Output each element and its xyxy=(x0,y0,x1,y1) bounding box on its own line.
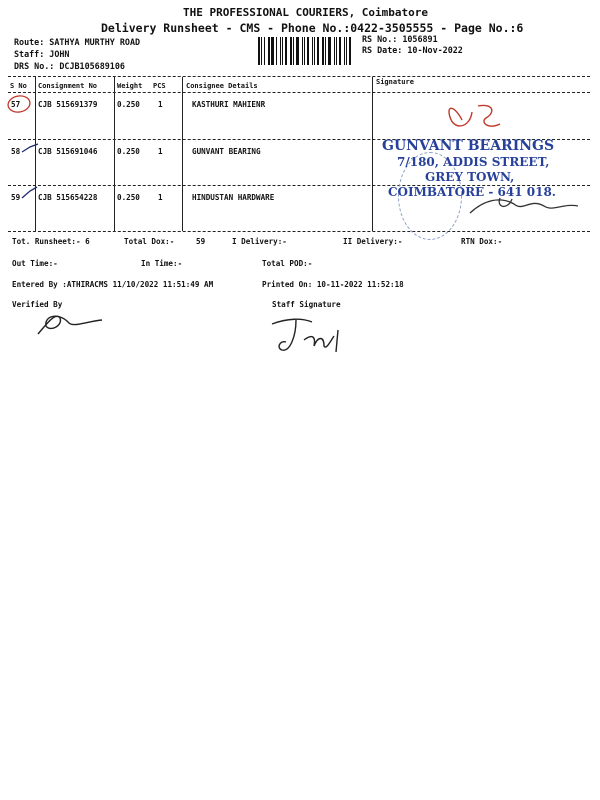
col-header-consignment: Consignment No xyxy=(38,82,98,90)
row-sno: 59 xyxy=(11,193,21,202)
drs-label: DRS No.: xyxy=(14,61,55,71)
row-weight: 0.250 xyxy=(117,193,140,202)
ii-delivery: II Delivery:- xyxy=(343,237,403,246)
route-text: Route: SATHYA MURTHY ROAD xyxy=(14,37,141,47)
staff-signature xyxy=(272,319,338,352)
row-sno: 58 xyxy=(11,147,21,156)
rtn-dox: RTN Dox:- xyxy=(461,237,503,246)
verified-signature xyxy=(38,316,102,334)
runsheet-subtitle: Delivery Runsheet - CMS - Phone No.:0422-3505555 - Page No.:6 xyxy=(101,21,524,35)
company-title: THE PROFESSIONAL COURIERS, Coimbatore xyxy=(183,6,429,19)
row-pcs: 1 xyxy=(158,100,163,109)
total-pod: Total POD:- xyxy=(262,259,313,268)
col-header-pcs: PCS xyxy=(153,82,166,90)
staff-text: Staff: JOHN xyxy=(14,49,70,59)
verified-by-label: Verified By xyxy=(12,300,63,309)
row-consignment: CJB 515691046 xyxy=(38,147,98,156)
in-time: In Time:- xyxy=(141,259,183,268)
total-dox-value: 59 xyxy=(196,237,206,246)
row-pcs: 1 xyxy=(158,193,163,202)
col-header-consignee: Consignee Details xyxy=(186,82,258,90)
rs-number: RS No.: 1056891 xyxy=(362,34,438,44)
row-consignee: GUNVANT BEARING xyxy=(192,147,261,156)
stamp-address-line: 7/180, ADDIS STREET, xyxy=(397,155,550,169)
total-dox-label: Total Dox:- xyxy=(124,237,175,246)
tot-runsheet: Tot. Runsheet:- 6 xyxy=(12,237,90,246)
col-header-signature: Signature xyxy=(376,78,414,86)
i-delivery: I Delivery:- xyxy=(232,237,287,246)
row-consignment: CJB 515691379 xyxy=(38,100,98,109)
row-pcs: 1 xyxy=(158,147,163,156)
col-header-weight: Weight xyxy=(117,82,143,90)
row-consignee: HINDUSTAN HARDWARE xyxy=(192,193,275,202)
out-time: Out Time:- xyxy=(12,259,58,268)
signatures xyxy=(0,0,600,380)
stamp-address-line: GREY TOWN, xyxy=(425,170,515,184)
staff-signature-label: Staff Signature xyxy=(272,300,341,309)
rs-date: RS Date: 10-Nov-2022 xyxy=(362,45,463,55)
row-weight: 0.250 xyxy=(117,100,140,109)
col-header-sno: S No xyxy=(10,82,27,90)
stamp-address-line: COIMBATORE - 641 018. xyxy=(388,185,556,199)
stamp-company-name: GUNVANT BEARINGS xyxy=(382,138,555,154)
printed-on: Printed On: 10-11-2022 11:52:18 xyxy=(262,280,404,289)
row-weight: 0.250 xyxy=(117,147,140,156)
entered-by: Entered By :ATHIRACMS 11/10/2022 11:51:49 AM xyxy=(12,280,214,289)
row-consignment: CJB 515654228 xyxy=(38,193,98,202)
drs-value: DCJB105689106 xyxy=(59,61,125,71)
row-consignee: KASTHURI MAHIENR xyxy=(192,100,266,109)
row-sno: 57 xyxy=(11,100,21,109)
